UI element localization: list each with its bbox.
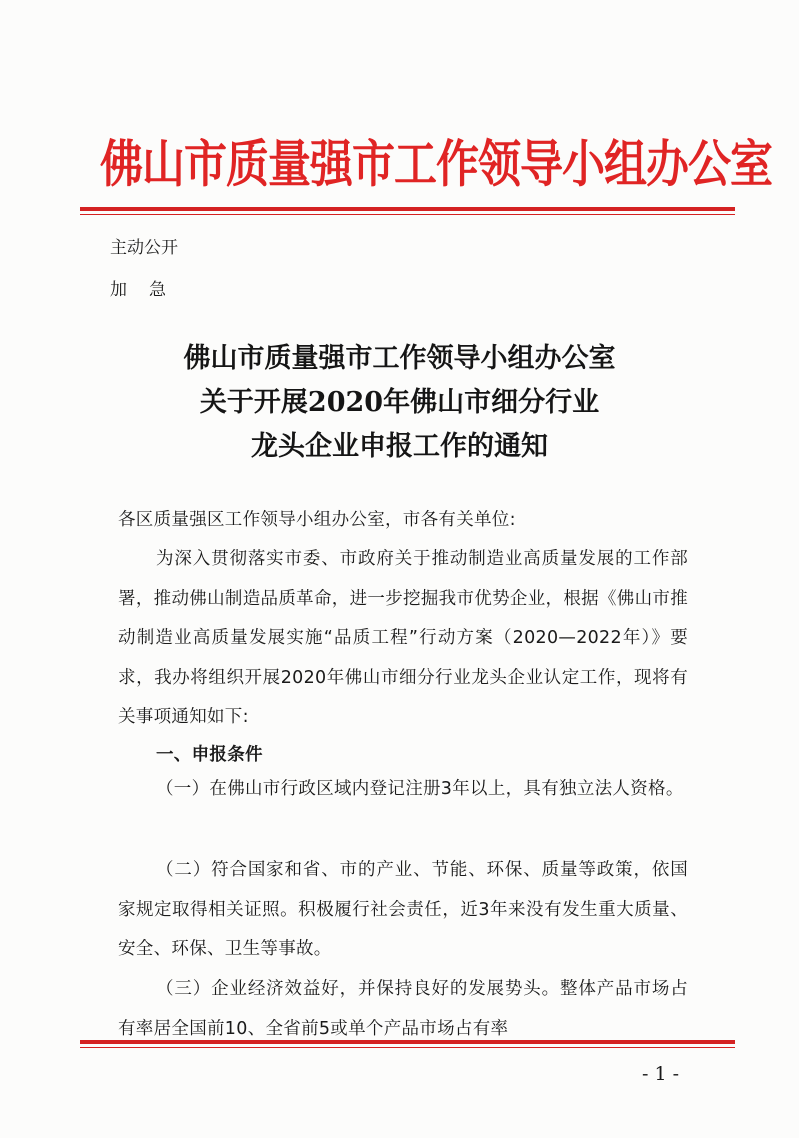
document-title-line-1: 佛山市质量强市工作领导小组办公室 (183, 343, 616, 374)
footer-rule-thin (80, 1047, 735, 1048)
masthead-rule-thin (80, 214, 735, 215)
condition-1: （一）在佛山市行政区域内登记注册3年以上，具有独立法人资格。 (156, 779, 684, 799)
footer-rule-thick (80, 1040, 735, 1044)
intro-paragraph: 为深入贯彻落实市委、市政府关于推动制造业高质量发展的工作部署，推动佛山制造品质革命，进一步挖掘我市优势企业，根据《佛山市推动制造业高质量发展实施“品质工程”行动方案（2020—2022年）》要求，我办将组织开展2020年佛山市细分行业龙头企业认定工作，现将有关事项通知如下: (118, 549, 688, 728)
section-heading: 一、申报条件 (156, 745, 263, 765)
document-title-line-2: 关于开展2020年佛山市细分行业 (199, 387, 600, 418)
condition-2: （二）符合国家和省、市的产业、节能、环保、质量等政策，依国家规定取得相关证照。积极履行社会责任，近3年来没有发生重大质量、安全、环保、卫生等事故。 (118, 860, 688, 960)
disclosure-label: 主动公开 (110, 238, 178, 258)
masthead-title: 佛山市质量强市工作领导小组办公室 (100, 135, 772, 195)
document-title-line-3: 龙头企业申报工作的通知 (251, 431, 548, 462)
urgency-char-2: 急 (149, 280, 166, 300)
page-number: - 1 - (641, 1063, 679, 1085)
urgency-label (110, 275, 166, 300)
condition-3: （三）企业经济效益好，并保持良好的发展势头。整体产品市场占有率居全国前10、全省前5或单个产品市场占有率 (118, 979, 688, 1039)
masthead-rule-thick (80, 207, 735, 211)
addressee: 各区质量强区工作领导小组办公室，市各有关单位: (118, 510, 516, 530)
urgency-char-1: 加 (110, 280, 127, 300)
